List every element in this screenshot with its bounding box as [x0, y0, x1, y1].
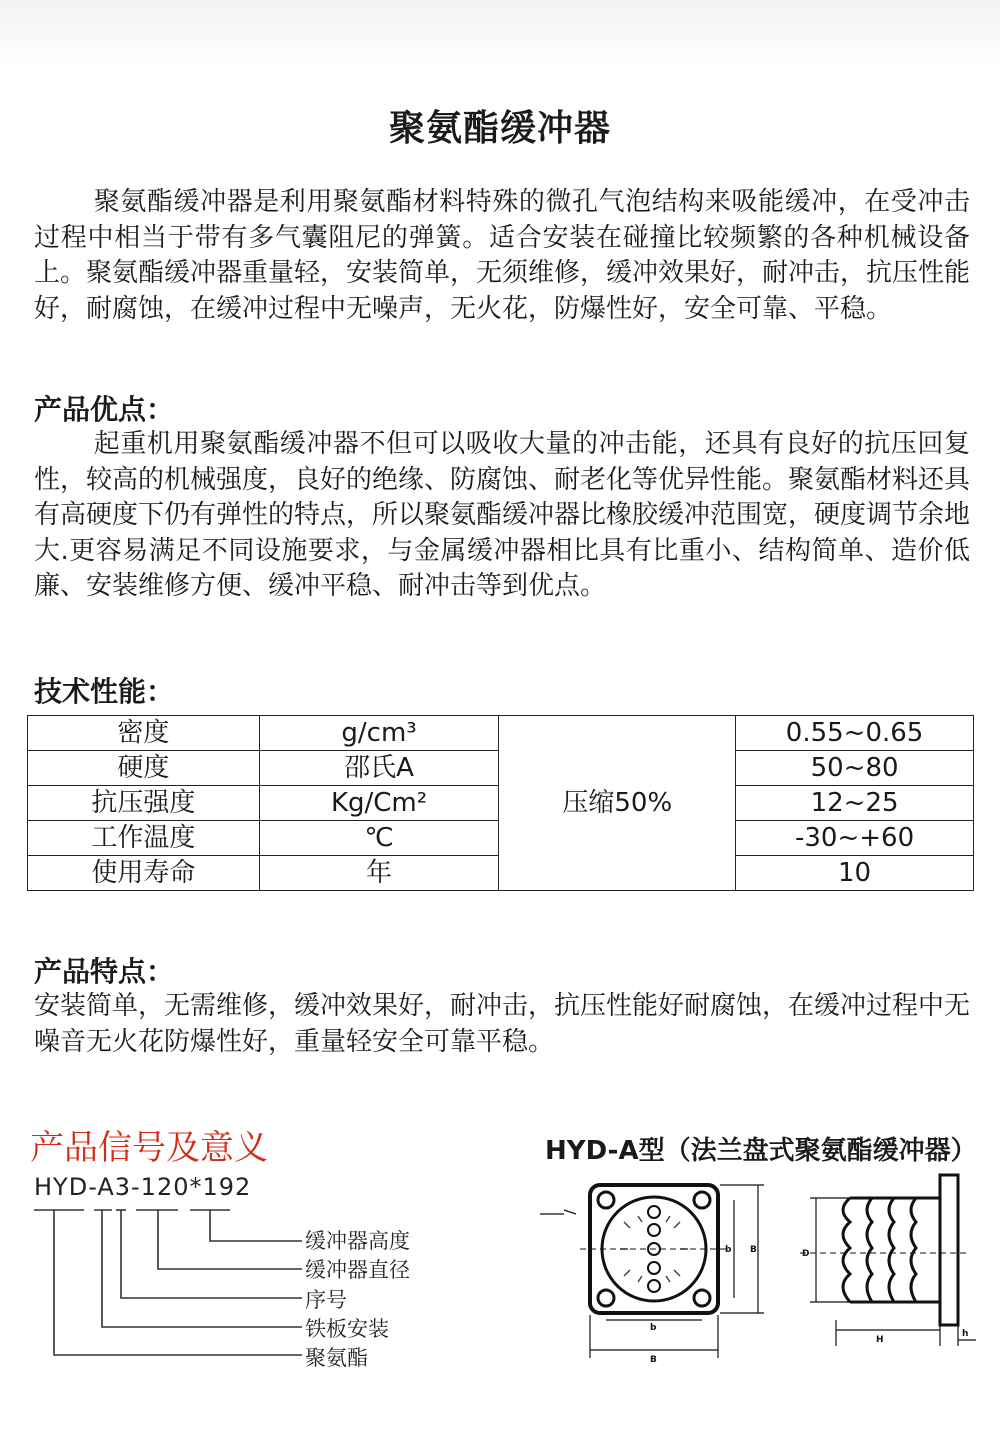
legend-label-height: 缓冲器高度	[305, 1229, 410, 1253]
value-cell: 0.55~0.65	[736, 716, 974, 751]
features-heading: 产品特点：	[34, 955, 175, 988]
unit-cell: ℃	[259, 821, 499, 856]
legend-label-serial: 序号	[305, 1288, 347, 1312]
property-cell: 工作温度	[28, 821, 260, 856]
model-legend-lines	[20, 1195, 310, 1365]
dim-H: H	[876, 1335, 884, 1345]
value-cell: 12~25	[736, 786, 974, 821]
dim-B-front: B	[650, 1355, 657, 1365]
dim-D: D	[802, 1249, 810, 1259]
performance-table	[27, 715, 974, 891]
advantages-heading: 产品优点：	[34, 393, 175, 426]
property-cell: 硬度	[28, 751, 260, 786]
features-paragraph: 安装简单，无需维修，缓冲效果好，耐冲击，抗压性能好耐腐蚀，在缓冲过程中无噪音无火花防爆性好，重量轻安全可靠平稳。	[34, 991, 971, 1057]
technical-drawing	[520, 1170, 980, 1370]
side-view	[800, 1175, 976, 1346]
table-row	[28, 716, 974, 751]
drawing-title: HYD-A型（法兰盘式聚氨酯缓冲器）	[545, 1136, 977, 1166]
unit-cell: g/cm³	[259, 716, 499, 751]
value-cell: -30~+60	[736, 821, 974, 856]
condition-cell: 压缩50%	[499, 716, 736, 891]
advantages-paragraph: 起重机用聚氨酯缓冲器不但可以吸收大量的冲击能，还具有良好的抗压回复性，较高的机械强度，良好的绝缘、防腐蚀、耐老化等优异性能。聚氨酯材料还具有高硬度下仍有弹性的特点，所以聚氨酯缓冲器比橡胶缓冲范围宽，硬度调节余地大.更容易满足不同设施要求，与金属缓冲器相比具有比重小、结构简单、造价低廉、安装维修方便、缓冲平稳、耐冲击等到优点。	[34, 429, 971, 601]
intro-paragraph: 聚氨酯缓冲器是利用聚氨酯材料特殊的微孔气泡结构来吸能缓冲，在受冲击过程中相当于带有多气囊阻尼的弹簧。适合安装在碰撞比较频繁的各种机械设备上。聚氨酯缓冲器重量轻，安装简单，无须维修，缓冲效果好，耐冲击，抗压性能好，耐腐蚀，在缓冲过程中无噪声，无火花，防爆性好，安全可靠、平稳。	[34, 187, 971, 324]
unit-cell: 年	[259, 856, 499, 891]
page-title: 聚氨酯缓冲器	[388, 108, 611, 149]
dim-B-side: B	[750, 1245, 757, 1255]
top-shade	[0, 0, 1000, 70]
property-cell: 抗压强度	[28, 786, 260, 821]
legend-label-polyurethane: 聚氨酯	[305, 1346, 368, 1370]
legend-label-plate: 铁板安装	[305, 1317, 389, 1341]
unit-cell: Kg/Cm²	[259, 786, 499, 821]
property-cell: 使用寿命	[28, 856, 260, 891]
model-code: HYD-A3-120*192	[34, 1173, 252, 1201]
value-cell: 50~80	[736, 751, 974, 786]
performance-heading: 技术性能：	[34, 675, 175, 708]
model-meaning-heading: 产品信号及意义	[30, 1128, 268, 1168]
value-cell: 10	[736, 856, 974, 891]
dim-h: h	[962, 1329, 969, 1339]
dim-b-side: b	[725, 1245, 732, 1255]
unit-cell: 邵氏A	[259, 751, 499, 786]
legend-label-diameter: 缓冲器直径	[305, 1258, 410, 1282]
dim-b-front: b	[650, 1323, 657, 1333]
property-cell: 密度	[28, 716, 260, 751]
